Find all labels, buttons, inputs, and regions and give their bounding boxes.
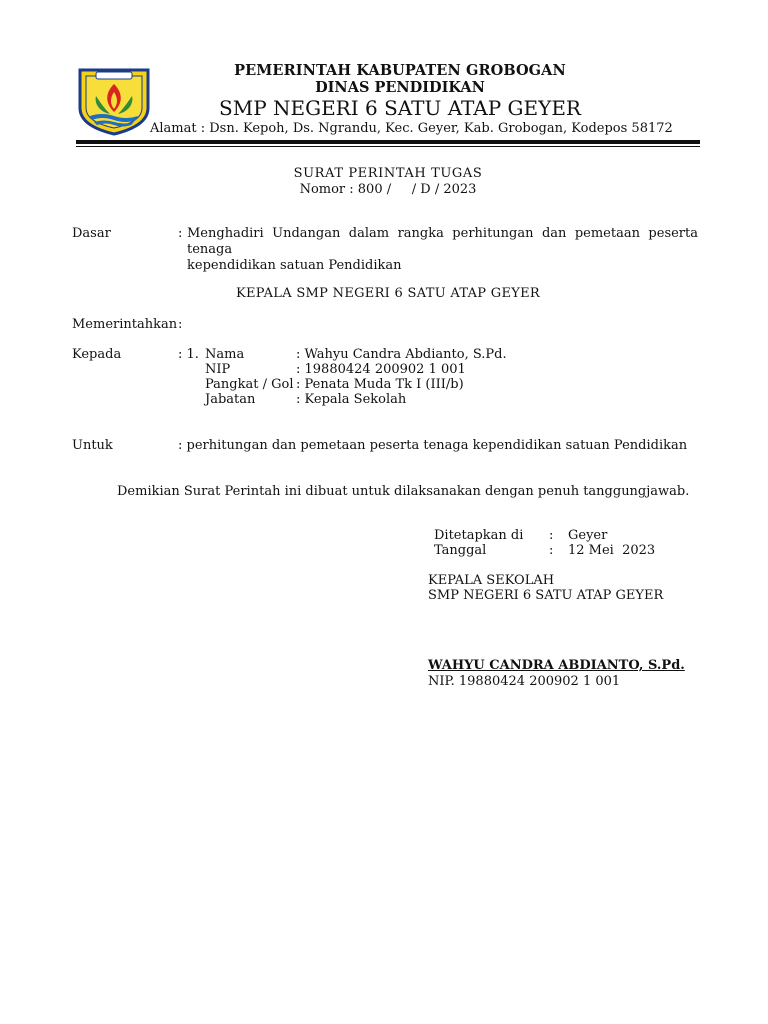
government-name: PEMERINTAH KABUPATEN GROBOGAN — [234, 62, 566, 79]
date-value: 12 Mei 2023 — [568, 543, 656, 558]
memerintahkan-colon: : — [178, 317, 183, 332]
kepada-number: : 1. — [178, 347, 199, 362]
untuk-label: Untuk — [72, 438, 113, 453]
dasar-text — [187, 226, 698, 274]
letter-title: SURAT PERINTAH TUGAS — [293, 166, 483, 181]
field-value-pangkat: : Penata Muda Tk I (III/b) — [296, 377, 464, 392]
memerintahkan-label: Memerintahkan — [72, 317, 178, 332]
place-label: Ditetapkan di — [434, 528, 524, 543]
signer-position: KEPALA SEKOLAH — [428, 573, 555, 588]
untuk-text: : perhitungan dan pemetaan peserta tenaga kependidikan satuan Pendidikan — [178, 438, 688, 453]
signer-nip: NIP. 19880424 200902 1 001 — [428, 674, 621, 689]
kepada-label: Kepada — [72, 347, 122, 362]
department-name: DINAS PENDIDIKAN — [315, 79, 485, 96]
date-colon: : — [549, 543, 554, 558]
place-value: Geyer — [568, 528, 608, 543]
regency-emblem-icon — [76, 62, 152, 136]
closing-statement: Demikian Surat Perintah ini dibuat untuk dilaksanakan dengan penuh tanggungjawab. — [117, 484, 690, 499]
field-label-jabatan: Jabatan — [205, 392, 256, 407]
dasar-colon: : — [178, 226, 183, 241]
field-value-nip: : 19880424 200902 1 001 — [296, 362, 466, 377]
field-value-jabatan: : Kepala Sekolah — [296, 392, 407, 407]
field-label-nama: Nama — [205, 347, 245, 362]
date-label: Tanggal — [434, 543, 487, 558]
header-divider-thick — [76, 140, 700, 144]
field-label-pangkat: Pangkat / Gol — [205, 377, 294, 392]
dasar-line-1: Menghadiri Undangan dalam rangka perhitungan dan pemetaan peserta tenaga — [187, 226, 698, 257]
school-address: Alamat : Dsn. Kepoh, Ds. Ngrandu, Kec. Geyer, Kab. Grobogan, Kodepos 58172 — [150, 121, 673, 136]
field-label-nip: NIP — [205, 362, 231, 377]
dasar-label: Dasar — [72, 226, 111, 241]
letter-number: Nomor : 800 / / D / 2023 — [299, 182, 477, 197]
header-divider-thin — [76, 146, 700, 147]
field-value-nama: : Wahyu Candra Abdianto, S.Pd. — [296, 347, 507, 362]
signer-name: WAHYU CANDRA ABDIANTO, S.Pd. — [428, 658, 685, 673]
dasar-line-2: kependidikan satuan Pendidikan — [187, 258, 402, 273]
authority-heading: KEPALA SMP NEGERI 6 SATU ATAP GEYER — [235, 286, 541, 301]
place-colon: : — [549, 528, 554, 543]
signer-institution: SMP NEGERI 6 SATU ATAP GEYER — [428, 588, 664, 603]
school-name: SMP NEGERI 6 SATU ATAP GEYER — [219, 96, 581, 120]
